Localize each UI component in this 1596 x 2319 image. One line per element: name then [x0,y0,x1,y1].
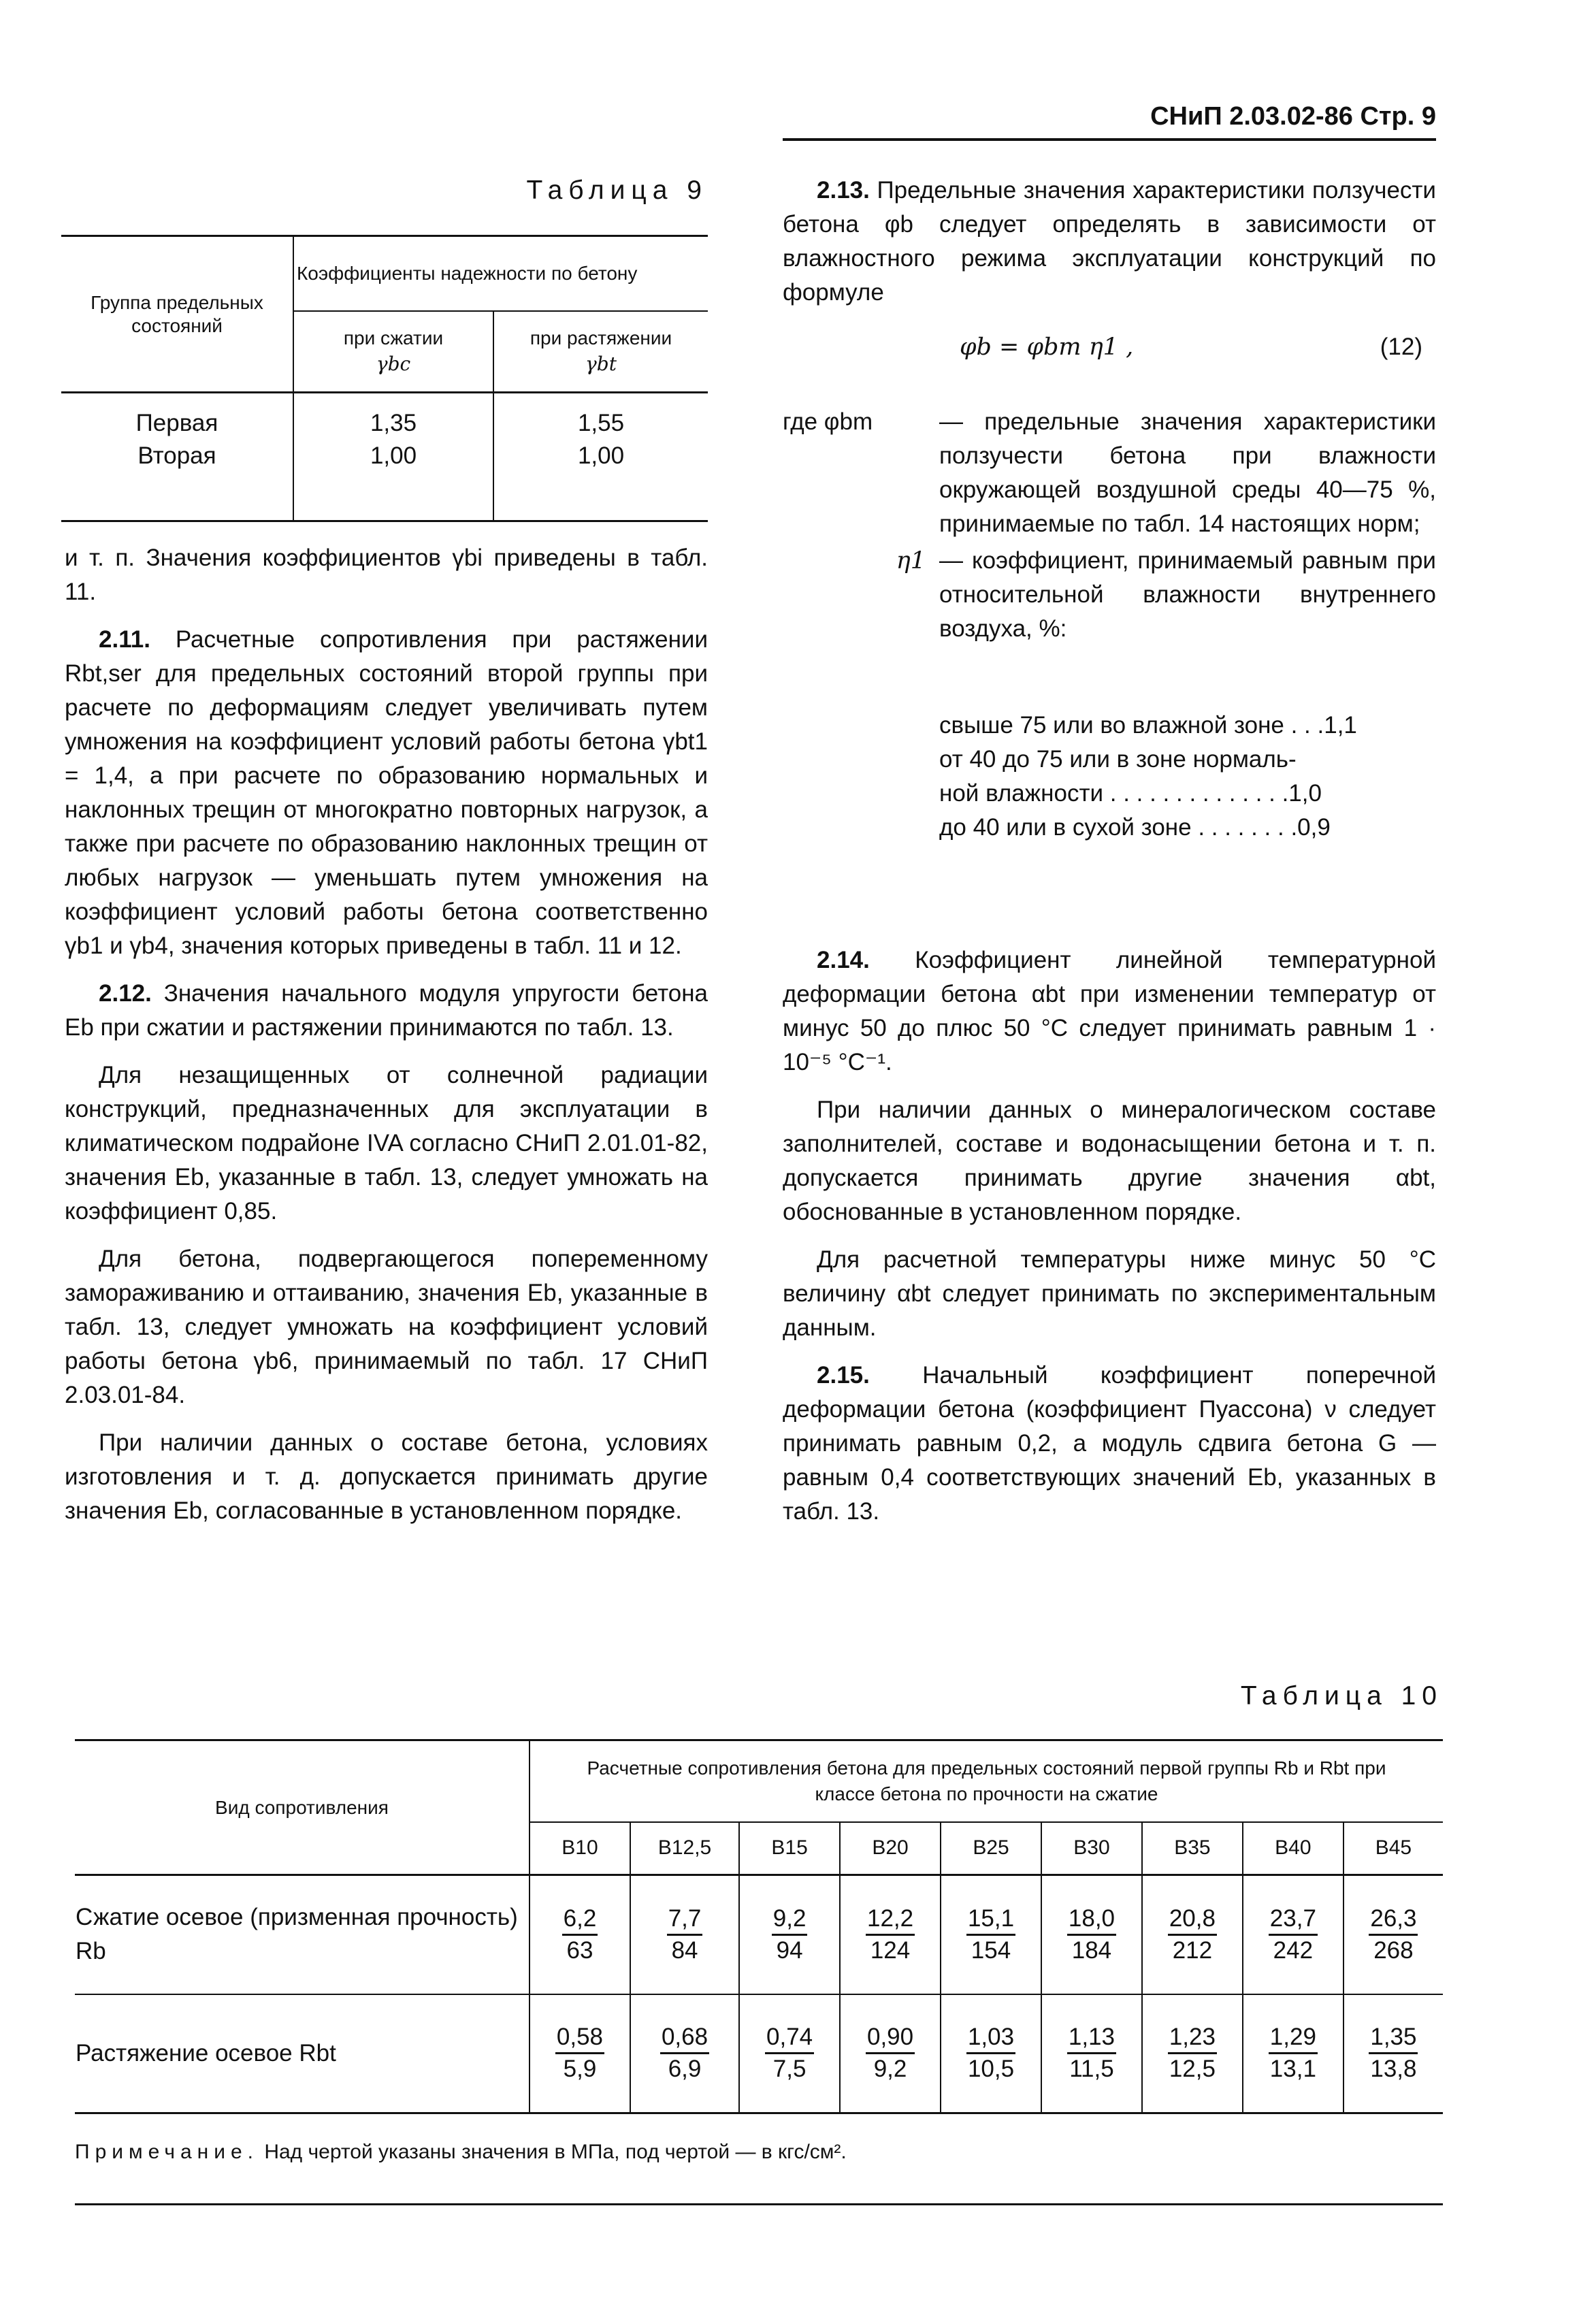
table10-cell [1142,1994,1243,2113]
value-mpa: 12,2 [866,1904,915,1936]
value-mpa: 20,8 [1168,1904,1217,1936]
paragraph-2-12: 2.12. Значения начального модуля упругости бетона Eb при сжатии и растяжении принимаются по табл. 13. [65,980,708,1041]
where-eta: η1 — коэффициент, принимаемый равным при относительной влажности внутреннего воздуха, %: [896,547,1436,642]
value-kgf: 7,5 [772,2056,807,2083]
table10-class-0: B10 [530,1822,630,1875]
value-kgf: 6,9 [668,2056,702,2083]
value-mpa: 1,35 [1369,2022,1418,2054]
formula-number: (12) [1380,334,1422,360]
value-mpa: 18,0 [1067,1904,1116,1936]
table10 [75,1739,1443,2114]
paragraph-left-1: и т. п. Значения коэффициентов γbi приведены в табл. 11. [65,545,708,605]
value-kgf: 13,8 [1370,2056,1417,2083]
value-kgf: 242 [1273,1936,1314,1964]
table10-cell [530,1994,630,2113]
value-mpa: 15,1 [966,1904,1015,1936]
value-kgf: 268 [1373,1936,1414,1964]
table9-sub-tension: при растяжении γbt [530,327,672,376]
value-mpa: 0,68 [660,2022,709,2054]
bottom-rule [75,2203,1443,2205]
value-kgf: 9,2 [873,2056,907,2083]
table10-cell [941,1994,1041,2113]
paragraph-right-3: При наличии данных о минералогическом составе заполнителей, составе и водонасыщении бетона и т. п. допускается принимать другие значения αbt, обоснованные в установленном порядке. [783,1097,1436,1225]
table10-caption: Таблица 10 [1240,1681,1443,1710]
table10-cell [530,1875,630,1994]
table10-row-label-1: Растяжение осевое Rbt [75,1994,530,2113]
table10-cell [1041,1875,1142,1994]
table10-cell [739,1994,840,2113]
value-mpa: 23,7 [1269,1904,1318,1936]
table10-class-4: B25 [941,1822,1041,1875]
paragraph-left-4: Для незащищенных от солнечной радиации конструкций, предназначенных для эксплуатации в климатическом подрайоне IVA согласно СНиП 2.01.01-82, значения Eb, указанные в табл. 13, следует умножать на коэффициент 0,85. [65,1062,708,1225]
value-kgf: 13,1 [1269,2056,1316,2083]
table10-cell [1343,1875,1443,1994]
table9-caption: Таблица 9 [526,176,708,205]
table10-class-8: B45 [1375,1836,1412,1860]
table10-cell [630,1875,739,1994]
table10-class-1: B12,5 [630,1822,739,1875]
value-kgf: 212 [1172,1936,1213,1964]
paragraph-left-5: Для бетона, подвергающегося попеременному замораживанию и оттаиванию, значения Eb, указанные в табл. 13, следует умножать на коэффициент условий работы бетона γb6, принимаемый по табл. 17 СНиП 2.03.01-84. [65,1246,708,1408]
value-kgf: 154 [971,1936,1011,1964]
value-mpa: 1,23 [1168,2022,1217,2054]
humidity-list: свыше 75 или во влажной зоне . . .1,1 от 40 до 75 или в зоне нормаль- ной влажности . . . . . . . . . . . . . .1,0 до 40 или в сухой зоне . . . . . . . .0,9 [939,712,1357,841]
table10-note: Примечание. Над чертой указаны значения в МПа, под чертой — в кгс/см². [75,2141,847,2163]
value-mpa: 1,13 [1067,2022,1116,2054]
table9-row-first: Первая Вторая [61,393,293,474]
value-kgf: 184 [1071,1936,1112,1964]
table10-cell [840,1994,941,2113]
value-mpa: 0,74 [765,2022,814,2054]
left-column [65,541,708,1542]
value-mpa: 26,3 [1369,1904,1418,1936]
table9-span-header: Коэффициенты надежности по бетону [293,236,708,311]
table10-class-7: B40 [1243,1822,1343,1875]
value-kgf: 84 [671,1936,698,1964]
value-mpa: 0,90 [866,2022,915,2054]
value-kgf: 5,9 [563,2056,597,2083]
value-mpa: 0,58 [555,2022,604,2054]
header-rule [783,138,1436,141]
value-mpa: 7,7 [667,1904,703,1936]
table9-col-compression: 1,35 1,00 [293,393,493,474]
table10-span-header: Расчетные сопротивления бетона для предельных состояний первой группы Rb и Rbt при классе бетона по прочности на сжатие [530,1740,1443,1822]
table10-cell [1142,1875,1243,1994]
table9 [61,235,708,522]
table10-cell [1343,1994,1443,2113]
page-header: СНиП 2.03.02-86 Стр. 9 [1150,102,1436,131]
table10-class-2: B15 [739,1822,840,1875]
value-kgf: 12,5 [1169,2056,1216,2083]
right-column [783,174,1436,1542]
value-mpa: 9,2 [772,1904,808,1936]
table10-row-header: Вид сопротивления [75,1740,530,1875]
value-mpa: 1,03 [966,2022,1015,2054]
table10-class-5: B30 [1041,1822,1142,1875]
table10-cell [1243,1994,1343,2113]
paragraph-right-4: Для расчетной температуры ниже минус 50 °С величину αbt следует принимать по экспериментальным данным. [783,1246,1436,1341]
table9-group-header: Группа предельных состояний [61,236,293,393]
table10-class-6: B35 [1142,1822,1243,1875]
table9-sub-compression: при сжатии γbc [293,311,493,393]
table10-cell [1041,1994,1142,2113]
value-kgf: 124 [870,1936,911,1964]
paragraph-2-11: 2.11. Расчетные сопротивления при растяжении Rbt,ser для предельных состояний второй группы при расчете по деформациям следует увеличивать путем умножения на коэффициент условий работы бетона γbt1 = 1,4, а при расчете по образованию нормальных и наклонных трещин от многократно повторных нагрузок, а также при расчете по образованию наклонных трещин от любых нагрузок — уменьшать путем умножения на коэффициент условий работы бетона соответственно γb1 и γb4, значения которых приведены в табл. 11 и 12. [65,626,708,959]
table10-cell [630,1994,739,2113]
value-kgf: 11,5 [1069,2056,1114,2083]
value-mpa: 1,29 [1269,2022,1318,2054]
paragraph-2-13: 2.13. Предельные значения характеристики ползучести бетона φb следует определять в зависимости от влажностного режима эксплуатации конструкций по формуле [783,177,1436,306]
paragraph-2-15: 2.15. Начальный коэффициент поперечной деформации бетона (коэффициент Пуассона) ν следует принимать равным 0,2, а модуль сдвига бетона G — равным 0,4 соответствующих значений Eb, указанных в табл. 13. [783,1362,1437,1525]
formula-text: φb = φbm η1 , [960,334,1134,361]
table10-cell [840,1875,941,1994]
value-mpa: 6,2 [562,1904,598,1936]
where-phi-bm: где φbm — предельные значения характеристики ползучести бетона при влажности окружающей воздушной среды 40—75 %, принимаемые по табл. 14 настоящих норм; [783,408,1436,537]
table10-cell [739,1875,840,1994]
table10-class-3: B20 [840,1822,941,1875]
paragraph-left-6: При наличии данных о составе бетона, условиях изготовления и т. д. допускается принимать другие значения Eb, согласованные в установленном порядке. [65,1429,708,1524]
table10-cell [941,1875,1041,1994]
formula-12 [783,323,1436,378]
table10-cell [1243,1875,1343,1994]
value-kgf: 10,5 [967,2056,1015,2083]
value-kgf: 63 [566,1936,593,1964]
table9-col-tension: 1,55 1,00 [577,410,625,469]
value-kgf: 94 [776,1936,803,1964]
paragraph-2-14: 2.14. Коэффициент линейной температурной деформации бетона αbt при изменении температур от минус 50 до плюс 50 °С следует принимать равным 1 · 10⁻⁵ °С⁻¹. [783,947,1436,1075]
table10-row-label-0: Сжатие осевое (призменная прочность) Rb [75,1875,530,1994]
